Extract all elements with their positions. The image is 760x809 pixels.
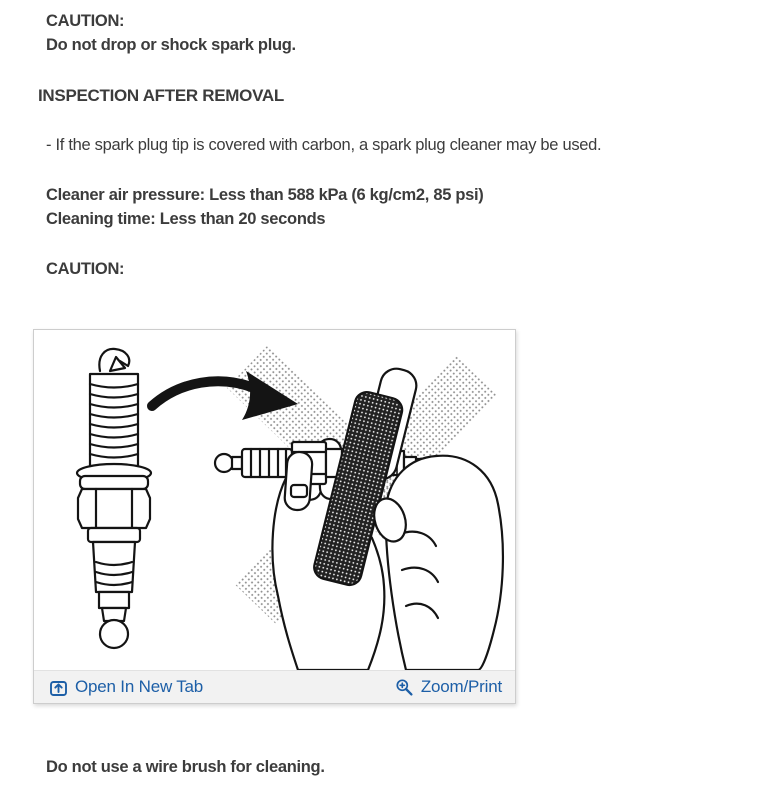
- spec-line-time: Cleaning time: Less than 20 seconds: [46, 210, 326, 228]
- caution-label: CAUTION:: [46, 12, 125, 30]
- caution-block-1: [46, 9, 296, 57]
- open-in-new-tab-button[interactable]: [49, 677, 203, 697]
- figure-box: [33, 329, 516, 704]
- spark-plug-drawing: [77, 349, 151, 648]
- spark-plug-illustration: [34, 330, 515, 670]
- zoom-print-label: Zoom/Print: [420, 677, 502, 696]
- open-in-new-tab-icon: [49, 678, 68, 697]
- caution-block-2: CAUTION:: [46, 260, 125, 278]
- spec-line-pressure: Cleaner air pressure: Less than 588 kPa (6 kg/cm2, 85 psi): [46, 186, 484, 204]
- figure-toolbar: [34, 670, 515, 703]
- illustration-svg: [34, 330, 515, 670]
- closing-text: Do not use a wire brush for cleaning.: [46, 758, 325, 776]
- note-text: - If the spark plug tip is covered with carbon, a spark plug cleaner may be used.: [46, 136, 602, 154]
- caution-body: Do not drop or shock spark plug.: [46, 36, 296, 54]
- magnifier-plus-icon: [395, 678, 414, 697]
- open-in-new-tab-label: Open In New Tab: [75, 677, 204, 696]
- zoom-print-button[interactable]: [395, 677, 502, 697]
- spec-block: [46, 183, 484, 231]
- section-heading: INSPECTION AFTER REMOVAL: [38, 86, 284, 105]
